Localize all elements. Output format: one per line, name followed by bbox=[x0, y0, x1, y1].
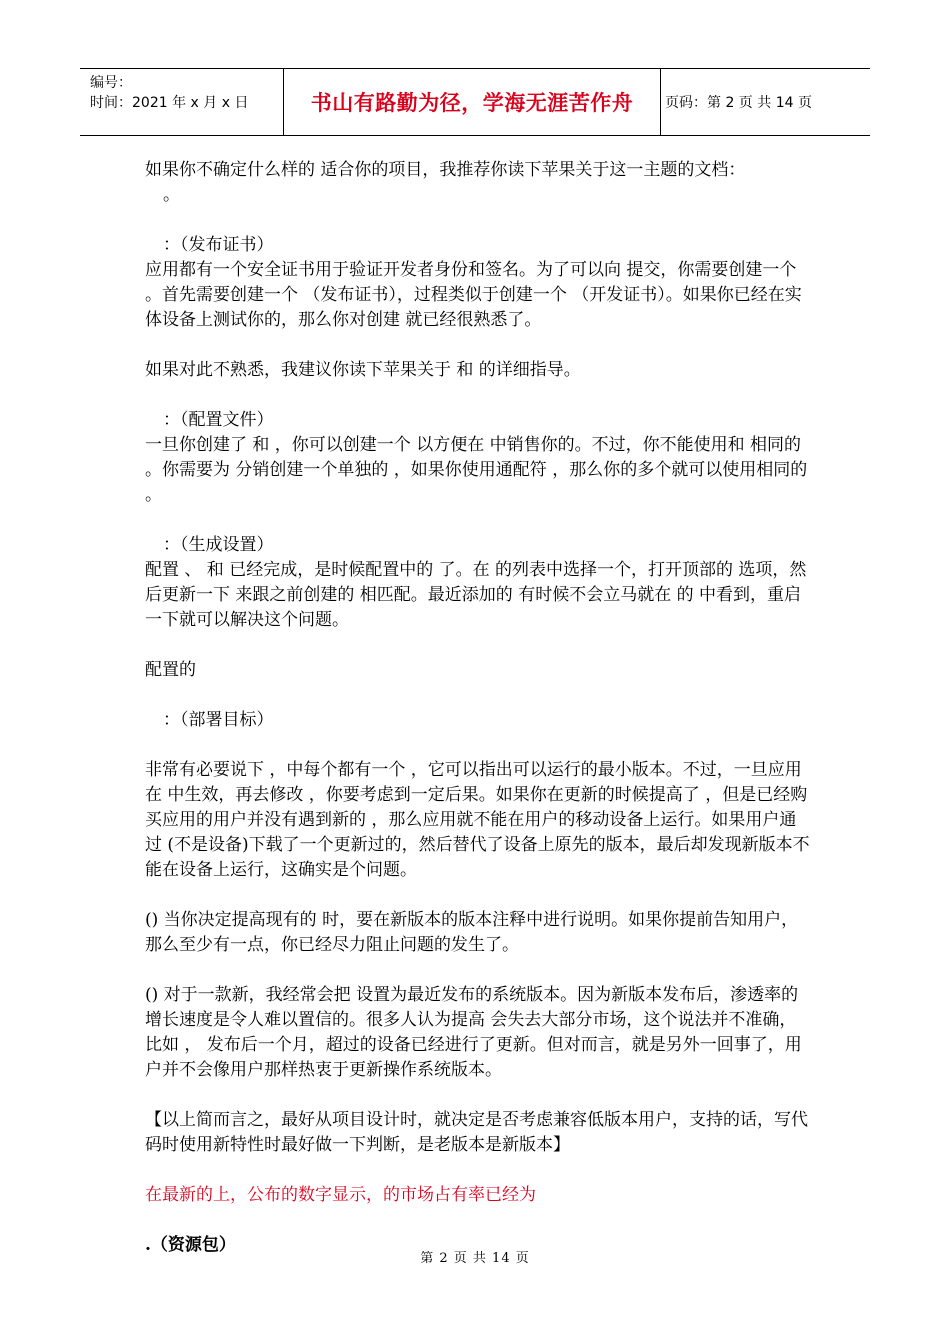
paragraph-intro-end: 。 bbox=[163, 185, 180, 205]
paragraph-note-1: () 当你决定提高现有的 时，要在新版本的版本注释中进行说明。如果你提前告知用户，那么至少有一点，你已经尽力阻止问题的发生了。 bbox=[145, 910, 799, 955]
document-header bbox=[80, 68, 870, 136]
header-page-label: 页码：第 2 页 共 14 页 bbox=[665, 95, 812, 111]
paragraph-build-settings: 配置 、 和 已经完成，是时候配置中的 了。在 的列表中选择一个，打开顶部的 选项，然后更新一下 来跟之前创建的 相匹配。最近添加的 有时候不会立马就在 的 中看到，重启一下就可以解决这个问题。 bbox=[145, 560, 807, 630]
header-motto: 书山有路勤为径，学海无涯苦作舟 bbox=[310, 91, 634, 115]
section-heading-certificate: ：（发布证书） bbox=[163, 235, 274, 255]
header-meta bbox=[80, 69, 283, 135]
section-heading-resource-bundle: .（资源包） bbox=[145, 1235, 236, 1255]
header-motto-cell bbox=[283, 69, 661, 135]
paragraph-intro: 如果你不确定什么样的 适合你的项目，我推荐你读下苹果关于这一主题的文档： bbox=[145, 160, 746, 180]
page-footer: 第 2 页 共 14 页 bbox=[420, 1251, 530, 1266]
document-number-label: 编号： bbox=[90, 75, 132, 91]
section-heading-build-settings: ：（生成设置） bbox=[163, 535, 274, 555]
document-body bbox=[145, 158, 810, 1258]
paragraph-profile: 一旦你创建了 和 ，你可以创建一个 以方便在 中销售你的。不过，你不能使用和 相同的 。你需要为 分销创建一个单独的 ，如果你使用通配符 ，那么你的多个就可以使用相同的 。 bbox=[145, 435, 808, 505]
paragraph-summary: 【以上简而言之，最好从项目设计时，就决定是否考虑兼容低版本用户，支持的话，写代码时使用新特性时最好做一下判断，是老版本是新版本】 bbox=[145, 1110, 808, 1155]
paragraph-market-share: 在最新的上，公布的数字显示，的市场占有率已经为 bbox=[145, 1185, 536, 1205]
paragraph-certificate: 应用都有一个安全证书用于验证开发者身份和签名。为了可以向 提交，你需要创建一个 。首先需要创建一个 （发布证书），过程类似于创建一个 （开发证书）。如果你已经在实体设备上测试你的，那么你对创建 就已经很熟悉了。 bbox=[145, 260, 802, 330]
section-heading-profile: ：（配置文件） bbox=[163, 410, 274, 430]
header-page-cell bbox=[661, 69, 870, 135]
section-heading-deployment-target: ：（部署目标） bbox=[163, 710, 274, 730]
paragraph-guide: 如果对此不熟悉，我建议你读下苹果关于 和 的详细指导。 bbox=[145, 360, 581, 380]
paragraph-configure: 配置的 bbox=[145, 660, 196, 680]
paragraph-note-2: () 对于一款新，我经常会把 设置为最近发布的系统版本。因为新版本发布后，渗透率的增长速度是令人难以置信的。很多人认为提高 会失去大部分市场，这个说法并不准确，比如 ， 发布后一个月，超过的设备已经进行了更新。但对而言，就是另外一回事了，用户并不会像用户那样热衷于更新操作系统版本。 bbox=[145, 985, 802, 1080]
paragraph-deployment-target: 非常有必要说下 ，中每个都有一个 ，它可以指出可以运行的最小版本。不过，一旦应用在 中生效，再去修改 ，你要考虑到一定后果。如果你在更新的时候提高了 ，但是已经购买应用的用户并没有遇到新的 ，那么应用就不能在用户的移动设备上运行。如果用户通过 (不是设备)下载了一个更新过的，然后替代了设备上原先的版本，最后却发现新版本不能在设备上运行，这确实是个问题。 bbox=[145, 760, 810, 880]
document-date-label: 时间：2021 年 x 月 x 日 bbox=[90, 95, 249, 111]
